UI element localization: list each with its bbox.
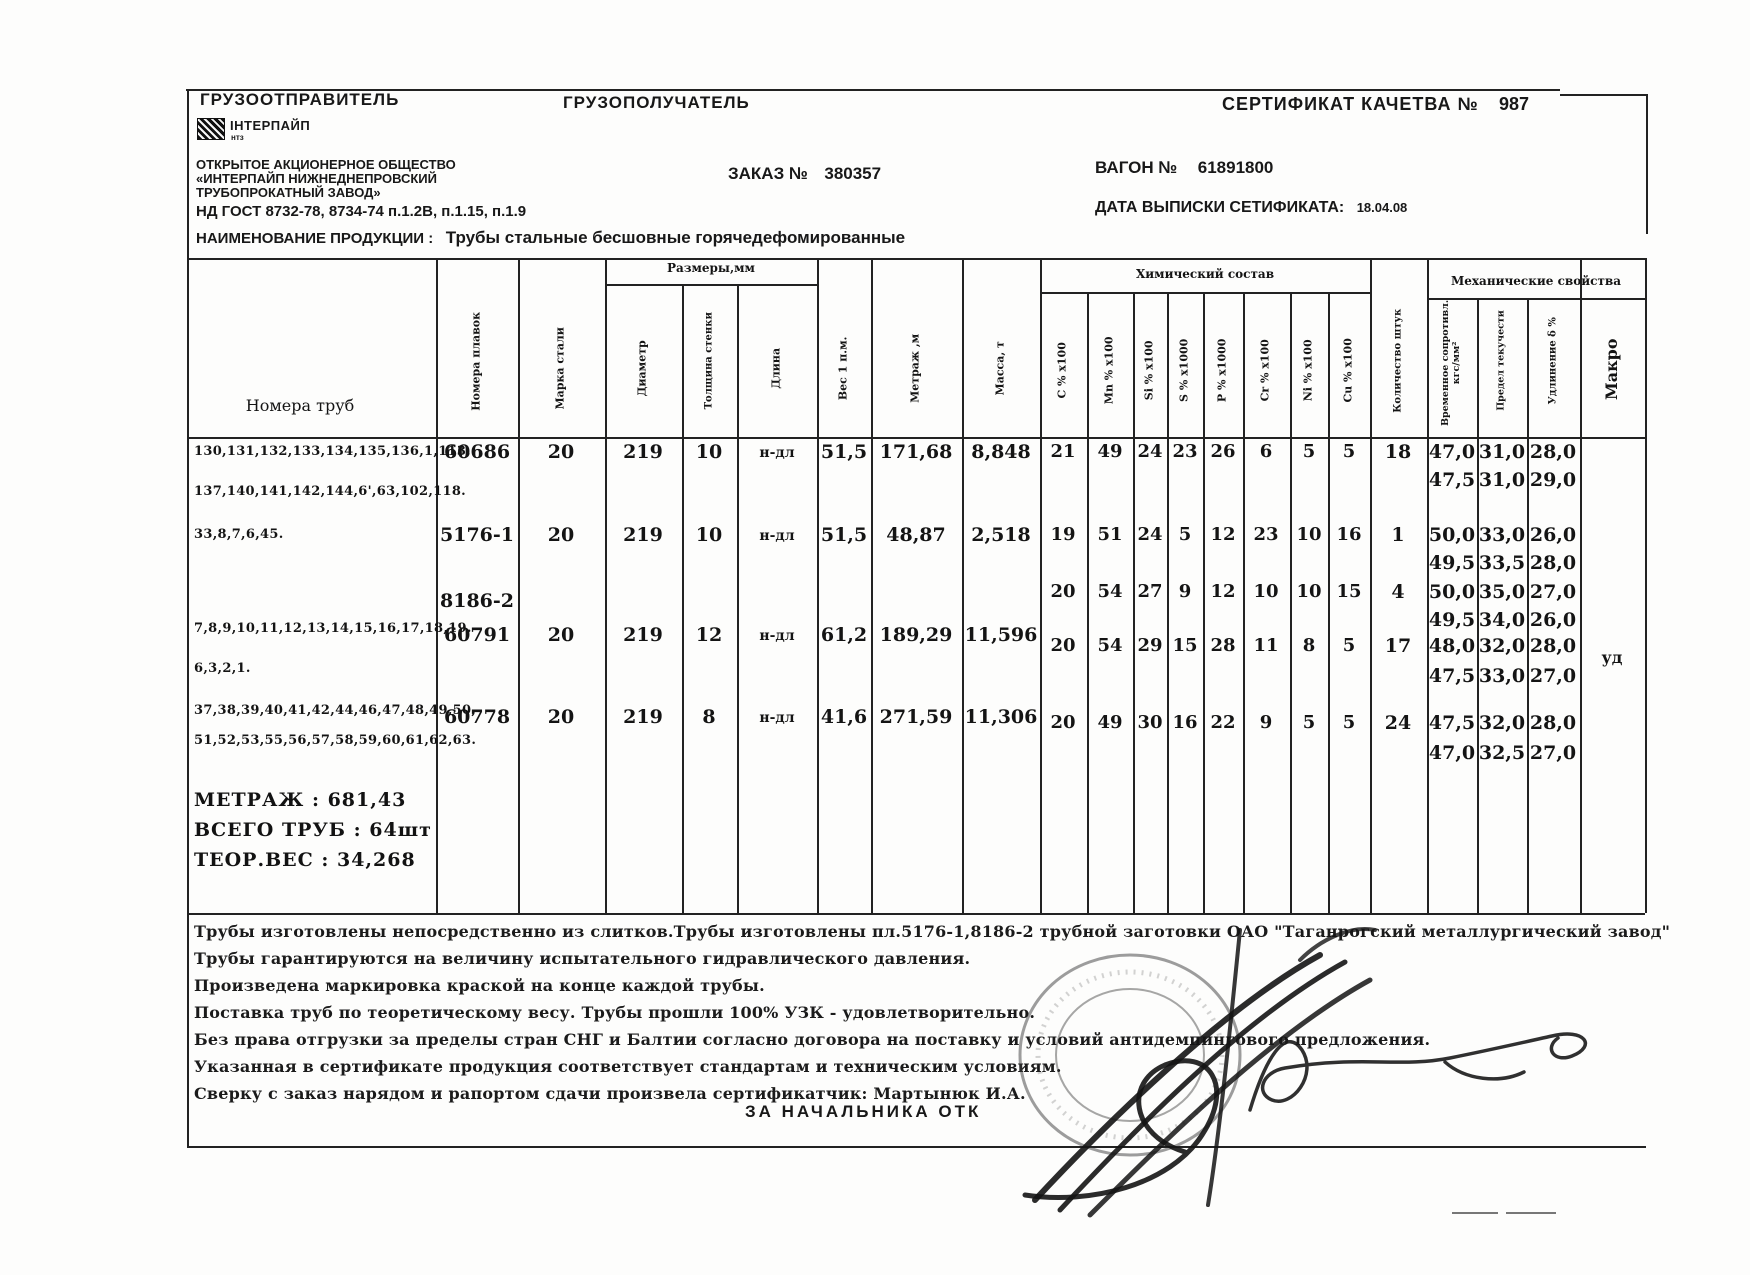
col-line (436, 258, 438, 913)
tensile-value: 47,0 (1428, 441, 1476, 463)
chem-value: 5 (1302, 712, 1316, 733)
col-header-mass: Масса, т (993, 341, 1007, 396)
order-row (728, 164, 881, 184)
chem-value: 24 (1137, 524, 1163, 545)
qty: 17 (1384, 635, 1412, 657)
yield-value: 33,5 (1478, 552, 1526, 574)
date-value: 18.04.08 (1356, 200, 1408, 215)
chem-value: 30 (1137, 712, 1163, 733)
col-line (1203, 292, 1205, 913)
elongation-value: 27,0 (1529, 742, 1577, 764)
chem-value: 12 (1210, 524, 1236, 545)
chem-value: 5 (1342, 441, 1356, 462)
col-line (1477, 298, 1479, 913)
certificate-number: 987 (1498, 94, 1530, 114)
yield-value: 34,0 (1478, 609, 1526, 631)
signature-scribble (1025, 929, 1375, 1215)
col-header-chem-s: S % х1000 (1177, 338, 1191, 402)
tensile-value: 50,0 (1428, 581, 1476, 603)
col-line (1133, 292, 1135, 913)
summary-theor-weight: ТЕОР.ВЕС : 34,268 (194, 849, 416, 871)
tensile-value: 49,5 (1428, 552, 1476, 574)
note-line: Сверку с заказ нарядом и рапортом сдачи произвела сертификатчик: Мартынюк И.А. (194, 1084, 1026, 1103)
tensile-value: 50,0 (1428, 524, 1476, 546)
chem-value: 11 (1253, 635, 1279, 656)
group-dimensions: Размеры,мм (667, 261, 755, 275)
chem-value: 49 (1097, 441, 1123, 462)
chem-value: 16 (1336, 524, 1362, 545)
yield-value: 31,0 (1478, 441, 1526, 463)
col-line (817, 258, 819, 913)
yield-value: 32,5 (1478, 742, 1526, 764)
border-top-right (1560, 94, 1648, 96)
chem-value: 20 (1050, 635, 1076, 656)
date-row (1095, 199, 1407, 217)
wall-thickness: 10 (695, 524, 723, 546)
col-header-chem-si: Si % х100 (1142, 340, 1156, 401)
chem-value: 5 (1342, 635, 1356, 656)
meterage: 189,29 (879, 624, 953, 646)
qty: 18 (1384, 441, 1412, 463)
col-header-wall: Толщина стенки (703, 312, 715, 410)
col-header-weight-m: Вес 1 п.м. (836, 336, 850, 401)
wall-thickness: 8 (702, 706, 716, 728)
note-line: Без права отгрузки за пределы стран СНГ и Балтии согласно договора на поставку и условий антидемпингового предложения. (194, 1030, 1431, 1049)
chem-value: 21 (1050, 441, 1076, 462)
heat-number: 60686 (443, 441, 511, 463)
order-label: ЗАКАЗ № (728, 164, 808, 183)
summary-meterage: МЕТРАЖ : 681,43 (194, 789, 407, 811)
qty: 4 (1391, 581, 1405, 603)
product-row (196, 228, 905, 248)
col-line (1290, 292, 1292, 913)
col-line (871, 258, 873, 913)
tensile-value: 47,5 (1428, 469, 1476, 491)
pipe-numbers: 7,8,9,10,11,12,13,14,15,16,17,18,19. (194, 621, 472, 636)
dims-group-line (605, 284, 817, 286)
meterage: 271,59 (879, 706, 953, 728)
chem-value: 15 (1336, 581, 1362, 602)
mass: 8,848 (971, 441, 1031, 463)
wagon-number: 61891800 (1197, 158, 1274, 177)
stamp-and-signatures (940, 900, 1680, 1220)
steel-grade: 20 (547, 706, 575, 728)
summary-total-pipes: ВСЕГО ТРУБ : 64шт (194, 819, 432, 841)
elongation-value: 28,0 (1529, 441, 1577, 463)
length-type: н-дл (759, 710, 795, 726)
col-line (1167, 292, 1169, 913)
col-line (1243, 292, 1245, 913)
chem-value: 8 (1302, 635, 1316, 656)
date-label: ДАТА ВЫПИСКИ СЕТИФИКАТА: (1095, 199, 1345, 216)
col-header-macro: Макро (1601, 338, 1621, 400)
elongation-value: 28,0 (1529, 552, 1577, 574)
col-line (518, 258, 520, 913)
logo-text: ІНТЕРПАЙП (230, 118, 311, 133)
consignor-label: ГРУЗООТПРАВИТЕЛЬ (200, 90, 400, 109)
signature-handwritten (1250, 1034, 1585, 1110)
product-value: Трубы стальные бесшовные горячедефомированные (445, 228, 906, 247)
certificate-title: СЕРТИФИКАТ КАЧЕТВА № (1222, 94, 1479, 114)
diameter: 219 (623, 624, 663, 646)
wall-thickness: 10 (695, 441, 723, 463)
weight-per-m: 51,5 (820, 524, 868, 546)
col-line (1580, 258, 1582, 913)
tensile-value: 47,0 (1428, 742, 1476, 764)
meterage: 48,87 (886, 524, 946, 546)
chem-value: 29 (1137, 635, 1163, 656)
col-line (1645, 258, 1647, 913)
chem-value: 49 (1097, 712, 1123, 733)
company-line2: «ИНТЕРПАЙП НИЖНЕДНЕПРОВСКИЙ (196, 171, 437, 186)
mass: 11,596 (964, 624, 1038, 646)
border-right (1646, 94, 1648, 234)
col-header-chem-p: Р % х1000 (1215, 338, 1229, 403)
logo-sub: нтз (231, 133, 244, 142)
chem-value: 28 (1210, 635, 1236, 656)
diameter: 219 (623, 441, 663, 463)
steel-grade: 20 (547, 624, 575, 646)
note-line: Трубы изготовлены непосредственно из слитков.Трубы изготовлены пл.5176-1,8186-2 трубной заготовки ОАО "Таганрогский металлургический завод" (194, 922, 1671, 941)
col-header-qty: Количество штук (1392, 308, 1404, 413)
chem-value: 10 (1296, 524, 1322, 545)
chem-value: 15 (1172, 635, 1198, 656)
elongation-value: 26,0 (1529, 524, 1577, 546)
col-line (1328, 292, 1330, 913)
col-header-chem-cu: Cu % х100 (1341, 338, 1355, 403)
elongation-value: 28,0 (1529, 712, 1577, 734)
mass: 11,306 (964, 706, 1038, 728)
macro-result: уд (1601, 648, 1623, 667)
qty: 24 (1384, 712, 1412, 734)
consignee-label: ГРУЗОПОЛУЧАТЕЛЬ (563, 93, 750, 112)
pipe-numbers: 33,8,7,6,45. (194, 527, 284, 542)
yield-value: 33,0 (1478, 665, 1526, 687)
heat-number: 5176-1 (440, 524, 514, 546)
product-label: НАИМЕНОВАНИЕ ПРОДУКЦИИ : (196, 230, 434, 247)
chem-value: 10 (1253, 581, 1279, 602)
chem-value: 24 (1137, 441, 1163, 462)
note-line: Произведена маркировка краской на конце каждой трубы. (194, 976, 765, 995)
col-header-meterage: Метраж ,м (908, 333, 922, 403)
chem-value: 9 (1178, 581, 1192, 602)
chem-value: 20 (1050, 581, 1076, 602)
length-type: н-дл (759, 628, 795, 644)
col-header-elongation: Удлинение δ % (1547, 317, 1559, 405)
col-header-chem-ni: Ni % х100 (1301, 339, 1315, 402)
col-line (1527, 298, 1529, 913)
elongation-value: 29,0 (1529, 469, 1577, 491)
chem-value: 26 (1210, 441, 1236, 462)
yield-value: 32,0 (1478, 712, 1526, 734)
col-line (605, 258, 607, 913)
steel-grade: 20 (547, 441, 575, 463)
chem-value: 5 (1302, 441, 1316, 462)
chem-value: 19 (1050, 524, 1076, 545)
col-line (682, 284, 684, 913)
col-header-length: Длина (769, 347, 783, 389)
nd-gost-line: НД ГОСТ 8732-78, 8734-74 п.1.2В, п.1.15, п.1.9 (196, 203, 527, 220)
tensile-value: 48,0 (1428, 635, 1476, 657)
chem-value: 10 (1296, 581, 1322, 602)
chem-value: 9 (1259, 712, 1273, 733)
chem-value: 54 (1097, 635, 1123, 656)
certificate-title-row (1222, 94, 1529, 115)
col-line (1370, 258, 1372, 913)
yield-value: 32,0 (1478, 635, 1526, 657)
heat-number: 60791 (443, 624, 511, 646)
meterage: 171,68 (879, 441, 953, 463)
length-type: н-дл (759, 528, 795, 544)
diameter: 219 (623, 706, 663, 728)
order-number: 380357 (824, 164, 882, 183)
diameter: 219 (623, 524, 663, 546)
chem-value: 23 (1172, 441, 1198, 462)
elongation-value: 26,0 (1529, 609, 1577, 631)
chem-value: 54 (1097, 581, 1123, 602)
note-line: Трубы гарантируются на величину испытательного гидравлического давления. (194, 949, 971, 968)
col-header-diameter: Диаметр (635, 340, 649, 397)
col-line (737, 284, 739, 913)
wagon-row (1095, 158, 1273, 178)
group-chemistry: Химический состав (1135, 267, 1275, 281)
yield-value: 33,0 (1478, 524, 1526, 546)
elongation-value: 27,0 (1529, 581, 1577, 603)
chem-value: 16 (1172, 712, 1198, 733)
note-line: Указанная в сертификате продукция соответствует стандартам и техническим условиям. (194, 1057, 1062, 1076)
heat-number: 8186-2 (440, 590, 514, 612)
pipe-numbers: 130,131,132,133,134,135,136,1,113, (194, 444, 472, 459)
chem-value: 22 (1210, 712, 1236, 733)
chem-group-line (1040, 292, 1370, 294)
pipe-numbers: 51,52,53,55,56,57,58,59,60,61,62,63. (194, 733, 477, 748)
tensile-value: 49,5 (1428, 609, 1476, 631)
mass: 2,518 (971, 524, 1031, 546)
note-line: Поставка труб по теоретическому весу. Трубы прошли 100% УЗК - удовлетворительно. (194, 1003, 1036, 1022)
yield-value: 31,0 (1478, 469, 1526, 491)
col-header-grade: Марка стали (553, 327, 567, 410)
tensile-value: 47,5 (1428, 712, 1476, 734)
chem-value: 5 (1178, 524, 1192, 545)
weight-per-m: 41,6 (820, 706, 868, 728)
heat-number: 60778 (443, 706, 511, 728)
length-type: н-дл (759, 445, 795, 461)
chem-value: 5 (1342, 712, 1356, 733)
wall-thickness: 12 (695, 624, 723, 646)
col-line (962, 258, 964, 913)
col-line (1040, 258, 1042, 913)
chem-value: 12 (1210, 581, 1236, 602)
chem-value: 27 (1137, 581, 1163, 602)
group-mechanical: Механические свойства (1450, 274, 1622, 288)
interpipe-logo-icon (197, 118, 225, 140)
col-header-chem-c: С % х100 (1055, 342, 1069, 399)
chem-value: 23 (1253, 524, 1279, 545)
yield-value: 35,0 (1478, 581, 1526, 603)
chem-value: 51 (1097, 524, 1123, 545)
chem-value: 20 (1050, 712, 1076, 733)
weight-per-m: 51,5 (820, 441, 868, 463)
col-header-chem-cr: Cr % х100 (1258, 339, 1272, 402)
col-header-yield: Предел текучести (1495, 310, 1507, 411)
col-header-tensile: Временное сопротивл. кгс/мм² (1440, 299, 1462, 427)
elongation-value: 28,0 (1529, 635, 1577, 657)
sign-label: ЗА НАЧАЛЬНИКА ОТК (745, 1102, 982, 1121)
pipe-numbers: 6,3,2,1. (194, 661, 251, 676)
chem-value: 6 (1259, 441, 1273, 462)
col-header-pipes: Номера труб (245, 396, 355, 415)
company-line1: ОТКРЫТОЕ АКЦИОНЕРНОЕ ОБЩЕСТВО (196, 157, 456, 172)
pipe-numbers: 37,38,39,40,41,42,44,46,47,48,49,50, (194, 703, 477, 718)
elongation-value: 27,0 (1529, 665, 1577, 687)
border-left (187, 89, 189, 1147)
col-header-chem-mn: Мn % х100 (1102, 336, 1116, 405)
col-header-heats: Номера плавок (469, 311, 483, 411)
tensile-value: 47,5 (1428, 665, 1476, 687)
wagon-label: ВАГОН № (1095, 158, 1178, 177)
weight-per-m: 61,2 (820, 624, 868, 646)
pipe-numbers: 137,140,141,142,144,6',63,102,118. (194, 484, 467, 499)
col-line (1087, 292, 1089, 913)
qty: 1 (1391, 524, 1405, 546)
steel-grade: 20 (547, 524, 575, 546)
company-line3: ТРУБОПРОКАТНЫЙ ЗАВОД» (196, 185, 381, 200)
